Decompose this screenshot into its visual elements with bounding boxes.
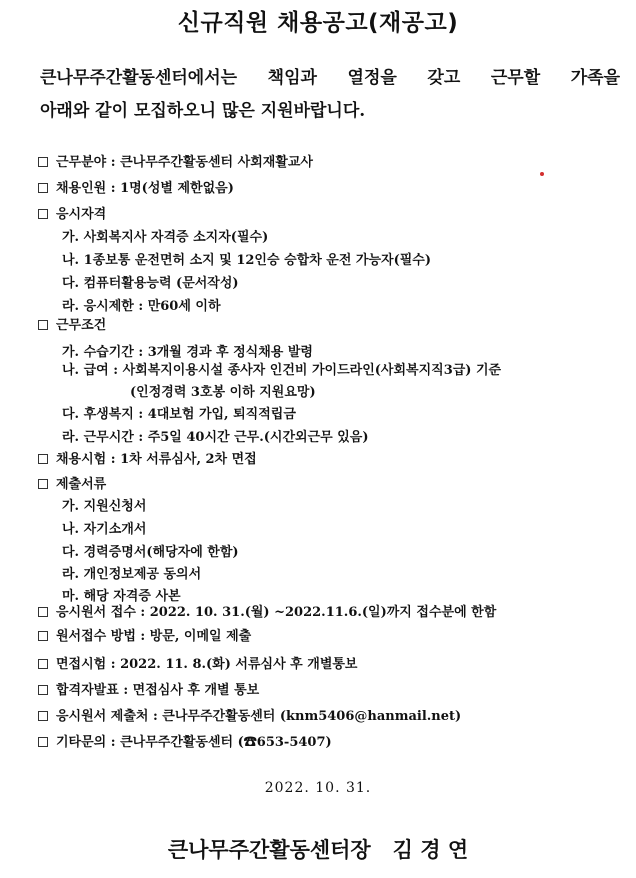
item-headcount (38, 180, 234, 198)
qualification-na: 나. 1종보통 운전면허 소지 및 12인승 승합차 운전 가능자(필수) (62, 253, 432, 268)
item-work-field-text: 근무분야 : 큰나무주간활동센터 사회재활교사 (56, 155, 313, 170)
checkbox-icon (38, 659, 48, 669)
conditions-ra: 라. 근무시간 : 주5일 40시간 근무.(시간외근무 있음) (62, 430, 369, 445)
item-work-field (38, 154, 313, 172)
intro-paragraph (40, 62, 620, 128)
checkbox-icon (38, 157, 48, 167)
checkbox-icon (38, 479, 48, 489)
item-exam (38, 451, 257, 469)
intro-line-2: 아래와 같이 모집하오니 많은 지원바랍니다. (40, 101, 366, 121)
signature-line: 큰나무주간활동센터장 김 경 연 (167, 838, 469, 862)
item-application-period (38, 604, 496, 622)
checkbox-icon (38, 607, 48, 617)
checkbox-icon (38, 685, 48, 695)
conditions-na-cont: (인정경력 3호봉 이하 지원요망) (130, 385, 316, 400)
item-application-method (38, 628, 251, 646)
item-application-period-text: 응시원서 접수 : 2022. 10. 31.(월) ~2022.11.6.(일)까지 접수분에 한함 (56, 605, 497, 620)
item-documents-heading (38, 476, 106, 494)
conditions-ga: 가. 수습기간 : 3개월 경과 후 정식채용 발령 (62, 345, 313, 360)
documents-ma: 마. 해당 자격증 사본 (62, 589, 181, 604)
checkbox-icon (38, 737, 48, 747)
item-documents-heading-text: 제출서류 (56, 477, 107, 492)
checkbox-icon (38, 320, 48, 330)
qualification-ga: 가. 사회복지사 자격증 소지자(필수) (62, 230, 269, 245)
documents-ra: 라. 개인정보제공 동의서 (62, 567, 202, 582)
checkbox-icon (38, 454, 48, 464)
item-qualification-heading (38, 206, 106, 224)
checkbox-icon (38, 183, 48, 193)
intro-line-1: 큰나무주간활동센터에서는 책임과 열정을 갖고 근무할 가족을 (40, 68, 620, 88)
documents-ga: 가. 지원신청서 (62, 499, 147, 514)
item-announcement-text: 합격자발표 : 면접심사 후 개별 통보 (56, 683, 260, 698)
conditions-na: 나. 급여 : 사회복지이용시설 종사자 인건비 가이드라인(사회복지직3급) 기준 (62, 363, 502, 378)
item-inquiry-text: 기타문의 : 큰나무주간활동센터 (☎653-5407) (56, 735, 332, 750)
item-inquiry (38, 734, 332, 752)
item-qualification-heading-text: 응시자격 (56, 207, 107, 222)
checkbox-icon (38, 631, 48, 641)
announcement-date: 2022. 10. 31. (264, 780, 372, 796)
item-interview-text: 면접시험 : 2022. 11. 8.(화) 서류심사 후 개별통보 (56, 657, 358, 672)
item-submit-to (38, 708, 461, 726)
item-exam-text: 채용시험 : 1차 서류심사, 2차 면접 (56, 452, 257, 467)
item-submit-to-text: 응시원서 제출처 : 큰나무주간활동센터 (knm5406@hanmail.net) (56, 709, 462, 724)
item-headcount-text: 채용인원 : 1명(성별 제한없음) (56, 181, 234, 196)
page-title: 신규직원 채용공고(재공고) (177, 10, 459, 36)
item-application-method-text: 원서접수 방법 : 방문, 이메일 제출 (56, 629, 252, 644)
documents-na: 나. 자기소개서 (62, 522, 147, 537)
checkbox-icon (38, 711, 48, 721)
red-dot-mark (540, 172, 544, 176)
qualification-da: 다. 컴퓨터활용능력 (문서작성) (62, 276, 239, 291)
item-conditions-heading-text: 근무조건 (56, 318, 107, 333)
item-announcement (38, 682, 259, 700)
item-conditions-heading (38, 317, 106, 335)
qualification-ra: 라. 응시제한 : 만60세 이하 (62, 299, 221, 314)
conditions-da: 다. 후생복지 : 4대보험 가입, 퇴직적립금 (62, 407, 296, 422)
item-interview (38, 656, 358, 674)
documents-da: 다. 경력증명서(해당자에 한함) (62, 545, 239, 560)
checkbox-icon (38, 209, 48, 219)
